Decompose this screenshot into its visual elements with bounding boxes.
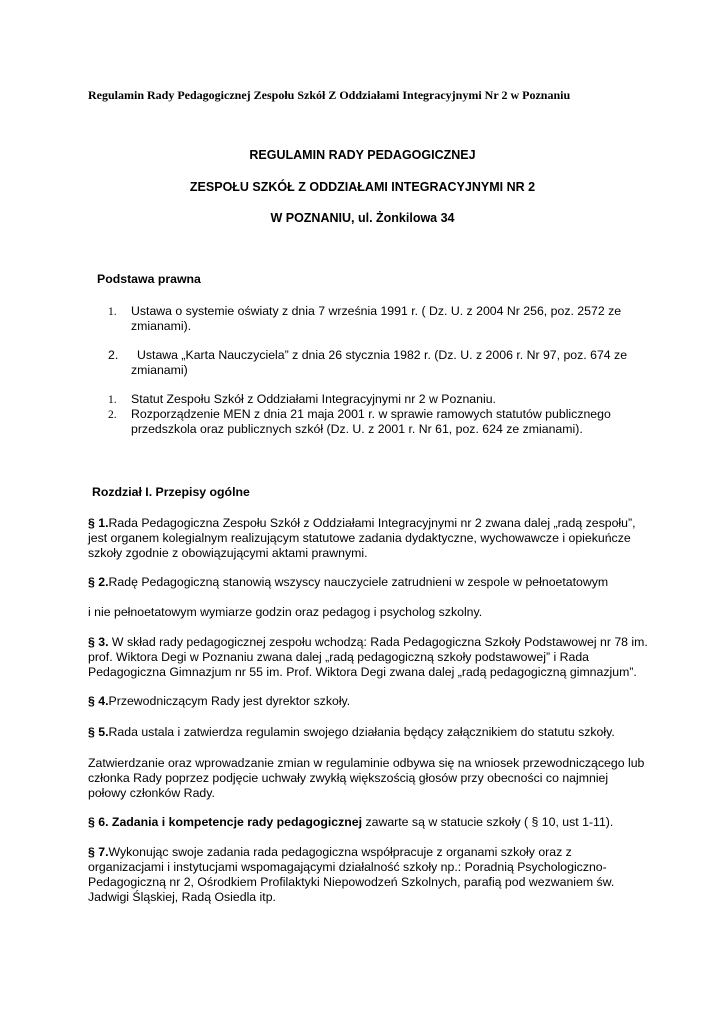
paragraph-5-continuation: Zatwierdzanie oraz wprowadzanie zmian w regulaminie odbywa się na wniosek przewodniczącego lub członka Rady poprzez podjęcie uchwały zwykłą większością głosów przy obecności co najmniej połowy członków Rady. xyxy=(88,756,645,800)
paragraph-text: zawarte są w statucie szkoły ( § 10, ust 1-11). xyxy=(362,815,614,829)
legal-basis-number: 2. xyxy=(108,348,119,362)
paragraph-4 xyxy=(88,694,648,709)
paragraph-text: Przewodniczącym Rady jest dyrektor szkoły. xyxy=(108,694,351,708)
paragraph-label: § 6. Zadania i kompetencje rady pedagogicznej xyxy=(88,815,363,829)
document-title-line-2: ZESPOŁU SZKÓŁ Z ODDZIAŁAMI INTEGRACYJNYMI NR 2 xyxy=(189,180,536,194)
legal-basis-item: Rozporządzenie MEN z dnia 21 maja 2001 r. w sprawie ramowych statutów publicznego przedszkola oraz publicznych szkół (Dz. U. z 2001 r. Nr 61, poz. 624 ze zmianami). xyxy=(131,407,611,436)
legal-basis-heading: Podstawa prawna xyxy=(97,272,201,286)
paragraph-label: § 4. xyxy=(88,694,109,708)
paragraph-7 xyxy=(88,845,648,905)
legal-basis-item: Ustawa o systemie oświaty z dnia 7 września 1991 r. ( Dz. U. z 2004 Nr 256, poz. 2572 ze zmianami). xyxy=(131,304,622,333)
document-title-line-3: W POZNANIU, ul. Żonkilowa 34 xyxy=(270,211,455,225)
paragraph-text: W skład rady pedagogicznej zespołu wchodzą: Rada Pedagogiczna Szkoły Podstawowej nr 78 im. prof. Wiktora Degi w Poznaniu zwana dalej „radą pedagogiczną szkoły podstawowej” i Rada Pedagogiczna Gimnazjum nr 55 im. Prof. Wiktora Degi zwana dalej „radą pedagogiczną gimnazjum”. xyxy=(88,635,648,679)
legal-basis-item: Statut Zespołu Szkół z Oddziałami Integracyjnymi nr 2 w Poznaniu. xyxy=(131,392,496,406)
paragraph-label: § 1. xyxy=(88,516,109,530)
paragraph-6 xyxy=(88,815,648,830)
legal-basis-item: Ustawa „Karta Nauczyciela” z dnia 26 stycznia 1982 r. (Dz. U. z 2006 r. Nr 97, poz. 674 ze zmianami) xyxy=(131,348,628,377)
paragraph-2 xyxy=(88,575,648,590)
paragraph-text: Rada ustala i zatwierdza regulamin swojego działania będący załącznikiem do statutu szkoły. xyxy=(108,725,615,739)
document-title-line-1: REGULAMIN RADY PEDAGOGICZNEJ xyxy=(249,148,476,162)
legal-basis-number: 1. xyxy=(108,394,117,406)
paragraph-text: Rada Pedagogiczna Zespołu Szkół z Oddziałami Integracyjnymi nr 2 zwana dalej „radą zespołu”, jest organem kolegialnym realizującym statutowe zadania dydaktyczne, wychowawcze i opiekuńcze szkoły zgodnie z obowiązującymi aktami prawnymi. xyxy=(88,516,636,560)
paragraph-text: Radę Pedagogiczną stanowią wszyscy nauczyciele zatrudnieni w zespole w pełnoetatowym xyxy=(108,575,609,589)
paragraph-label: § 5. xyxy=(88,725,109,739)
paragraph-label: § 2. xyxy=(88,575,109,589)
paragraph-label: § 3. xyxy=(88,635,109,649)
paragraph-2-continuation: i nie pełnoetatowym wymiarze godzin oraz pedagog i psycholog szkolny. xyxy=(88,605,483,619)
paragraph-1 xyxy=(88,516,648,561)
chapter-1-heading: Rozdział I. Przepisy ogólne xyxy=(92,485,250,499)
paragraph-label: § 7. xyxy=(88,845,109,859)
paragraph-5 xyxy=(88,725,648,740)
legal-basis-number: 1. xyxy=(108,306,117,318)
document-header: Regulamin Rady Pedagogicznej Zespołu Szkół Z Oddziałami Integracyjnymi Nr 2 w Poznaniu xyxy=(88,88,571,102)
legal-basis-number: 2. xyxy=(108,409,117,421)
paragraph-text: Wykonując swoje zadania rada pedagogiczna współpracuje z organami szkoły oraz z organizacjami i instytucjami wspomagającymi działalność szkoły np.: Poradnią Psychologiczno-Pedagogiczną nr 2, Ośrodkiem Profilaktyki Niepowodzeń Szkolnych, parafią pod wezwaniem św. Jadwigi Śląskiej, Radą Osiedla itp. xyxy=(88,845,615,904)
paragraph-3 xyxy=(88,635,648,680)
